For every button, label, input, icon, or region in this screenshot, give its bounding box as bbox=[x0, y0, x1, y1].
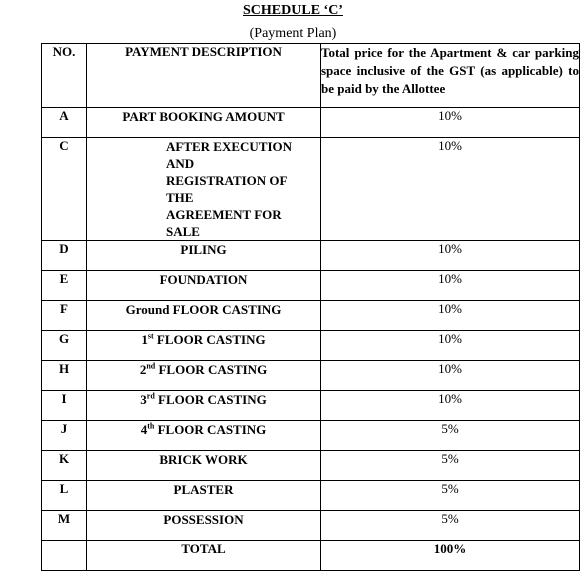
description-rest: FLOOR CASTING bbox=[155, 362, 268, 377]
row-price: 10% bbox=[321, 138, 580, 241]
row-no: L bbox=[42, 481, 87, 511]
table-row bbox=[42, 451, 580, 481]
row-no: J bbox=[42, 421, 87, 451]
row-no: M bbox=[42, 511, 87, 541]
row-no: G bbox=[42, 331, 87, 361]
schedule-title-text: SCHEDULE ‘C’ bbox=[243, 3, 343, 18]
schedule-title bbox=[0, 2, 586, 20]
ordinal-suffix: nd bbox=[146, 361, 156, 371]
row-no: E bbox=[42, 271, 87, 301]
row-description-line: REGISTRATION OF THE bbox=[166, 173, 287, 205]
ordinal-number: 2 bbox=[139, 362, 147, 377]
description-rest: FLOOR CASTING bbox=[153, 332, 266, 347]
row-description: POSSESSION bbox=[87, 511, 321, 541]
row-no: H bbox=[42, 361, 87, 391]
row-no: F bbox=[42, 301, 87, 331]
schedule-subtitle: (Payment Plan) bbox=[249, 26, 337, 41]
row-no: D bbox=[42, 241, 87, 271]
payment-plan-table bbox=[41, 43, 580, 571]
table-total-row bbox=[42, 541, 580, 571]
table-row bbox=[42, 108, 580, 138]
ordinal-suffix: st bbox=[147, 331, 154, 341]
row-price: 5% bbox=[321, 421, 580, 451]
row-description: PLASTER bbox=[87, 481, 321, 511]
table-row bbox=[42, 511, 580, 541]
row-price: 10% bbox=[321, 361, 580, 391]
header-total-price: Total price for the Apartment & car parking space inclusive of the GST (as applicable) to be paid by the Allottee bbox=[321, 44, 580, 108]
row-description bbox=[87, 391, 321, 421]
row-price: 10% bbox=[321, 271, 580, 301]
row-description: BRICK WORK bbox=[87, 451, 321, 481]
row-description: PILING bbox=[87, 241, 321, 271]
description-rest: FLOOR CASTING bbox=[154, 422, 267, 437]
table-row bbox=[42, 271, 580, 301]
header-payment-description: PAYMENT DESCRIPTION bbox=[87, 44, 321, 108]
row-no: C bbox=[42, 138, 87, 241]
row-description-line: AFTER EXECUTION AND bbox=[166, 139, 293, 171]
row-no: A bbox=[42, 108, 87, 138]
row-description-line: AGREEMENT FOR SALE bbox=[166, 207, 282, 239]
total-value: 100% bbox=[321, 541, 580, 571]
row-description: PART BOOKING AMOUNT bbox=[87, 108, 321, 138]
table-row bbox=[42, 391, 580, 421]
table-row bbox=[42, 421, 580, 451]
ordinal-number: 3 bbox=[140, 392, 147, 407]
ordinal-number: 4 bbox=[140, 422, 148, 437]
row-price: 10% bbox=[321, 301, 580, 331]
table-row bbox=[42, 481, 580, 511]
row-description: Ground FLOOR CASTING bbox=[87, 301, 321, 331]
description-rest: FLOOR CASTING bbox=[154, 392, 267, 407]
row-price: 5% bbox=[321, 451, 580, 481]
row-description bbox=[87, 138, 321, 241]
row-price: 10% bbox=[321, 108, 580, 138]
ordinal-suffix: th bbox=[147, 421, 155, 431]
row-description: FOUNDATION bbox=[87, 271, 321, 301]
table-row bbox=[42, 331, 580, 361]
row-no: I bbox=[42, 391, 87, 421]
row-description bbox=[87, 421, 321, 451]
row-price: 5% bbox=[321, 481, 580, 511]
row-price: 5% bbox=[321, 511, 580, 541]
ordinal-number: 1 bbox=[141, 332, 148, 347]
ordinal-suffix: rd bbox=[146, 391, 155, 401]
row-price: 10% bbox=[321, 391, 580, 421]
table-row bbox=[42, 301, 580, 331]
row-description bbox=[87, 331, 321, 361]
total-no-cell bbox=[42, 541, 87, 571]
header-no: NO. bbox=[42, 44, 87, 108]
row-price: 10% bbox=[321, 331, 580, 361]
table-header-row bbox=[42, 44, 580, 108]
table-row bbox=[42, 361, 580, 391]
total-label: TOTAL bbox=[87, 541, 321, 571]
row-price: 10% bbox=[321, 241, 580, 271]
row-description bbox=[87, 361, 321, 391]
table-row bbox=[42, 241, 580, 271]
table-row bbox=[42, 138, 580, 241]
row-no: K bbox=[42, 451, 87, 481]
